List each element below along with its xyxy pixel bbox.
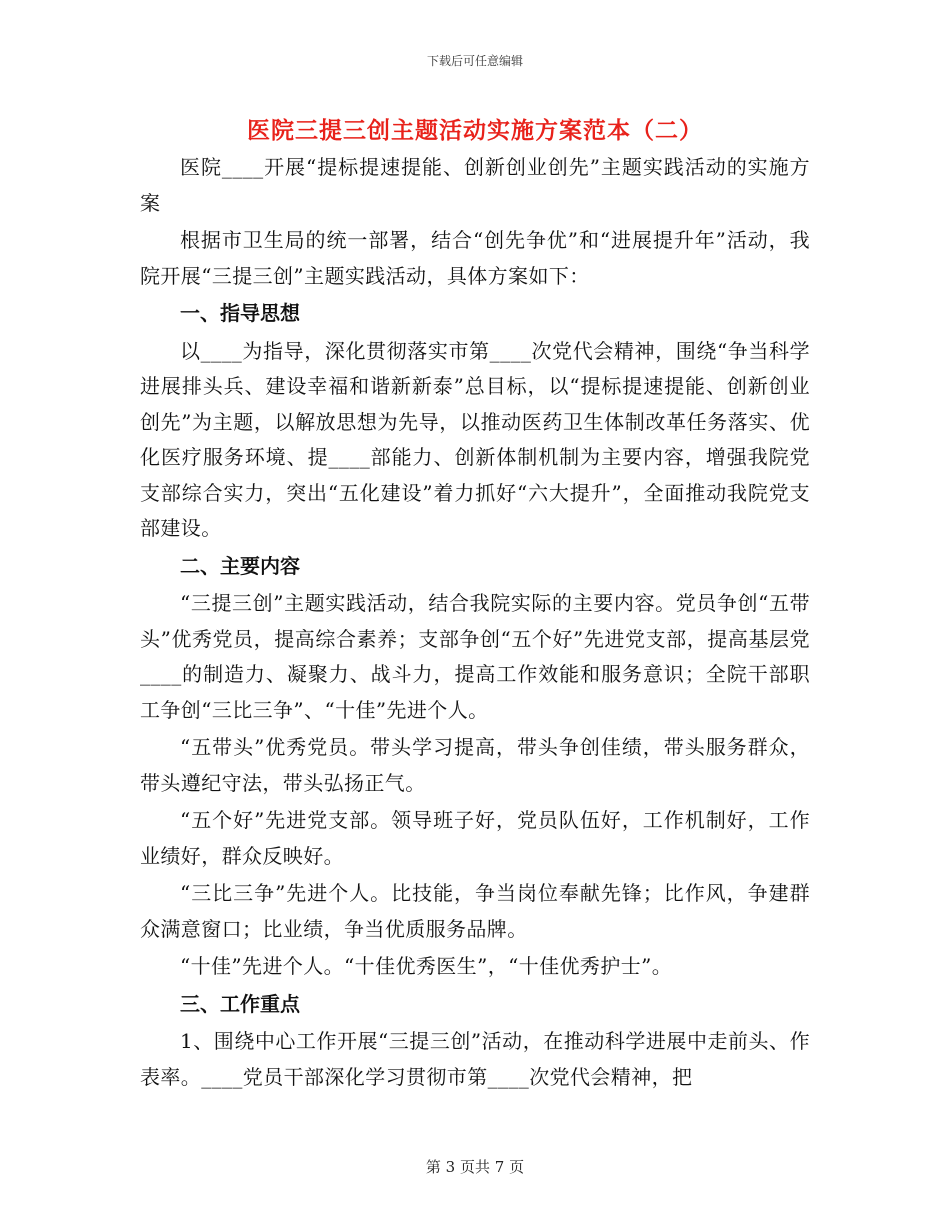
paragraph-five-goods: “五个好”先进党支部。领导班子好，党员队伍好，工作机制好，工作业绩好，群众反映好。	[140, 808, 810, 868]
paragraph-intro: 医院____开展“提标提速提能、创新创业创先”主题实践活动的实施方案	[140, 155, 810, 215]
paragraph-guiding-ideology: 以____为指导，深化贯彻落实市第____次党代会精神，围绕“争当科学进展排头兵、建设幸福和谐新新泰”总目标，以“提标提速提能、创新创业创先”为主题，以解放思想为先导，以推动医药卫生体制改革任务落实、优化医疗服务环境、提____部能力、创新体制机制为主要内容，增强我院党支部综合实力，突出“五化建设”着力抓好“六大提升”，全面推动我院党支部建设。	[140, 338, 810, 540]
paragraph-top-ten: “十佳”先进个人。“十佳优秀医生”，“十佳优秀护士”。	[180, 954, 673, 978]
paragraph-work-focus-1: 1、围绕中心工作开展“三提三创”活动，在推动科学进展中走前头、作表率。____党员干部深化学习贯彻市第____次党代会精神，把	[140, 1029, 810, 1089]
section-heading-main-content: 二、主要内容	[180, 553, 300, 578]
paragraph-five-leads: “五带头”优秀党员。带头学习提高，带头争创佳绩，带头服务群众，带头遵纪守法，带头弘扬正气。	[140, 735, 810, 795]
document-body	[140, 150, 810, 1097]
page-footer: 第 3 页共 7 页	[425, 1158, 525, 1176]
document-title: 医院三提三创主题活动实施方案范本（二）	[247, 118, 703, 144]
header-note: 下载后可任意编辑	[426, 54, 523, 68]
paragraph-main-content: “三提三创”主题实践活动，结合我院实际的主要内容。党员争创“五带头”优秀党员，提高综合素养；支部争创“五个好”先进党支部，提高基层党____的制造力、凝聚力、战斗力，提高工作效能和服务意识；全院干部职工争创“三比三争”、“十佳”先进个人。	[140, 591, 810, 722]
paragraph-basis: 根据市卫生局的统一部署，结合“创先争优”和“进展提升年”活动，我院开展“三提三创”主题实践活动，具体方案如下：	[140, 228, 810, 288]
section-heading-work-focus: 三、工作重点	[180, 991, 300, 1016]
paragraph-three-compare: “三比三争”先进个人。比技能，争当岗位奉献先锋；比作风，争建群众满意窗口；比业绩，争当优质服务品牌。	[140, 881, 810, 941]
section-heading-guiding-ideology: 一、指导思想	[180, 301, 300, 325]
